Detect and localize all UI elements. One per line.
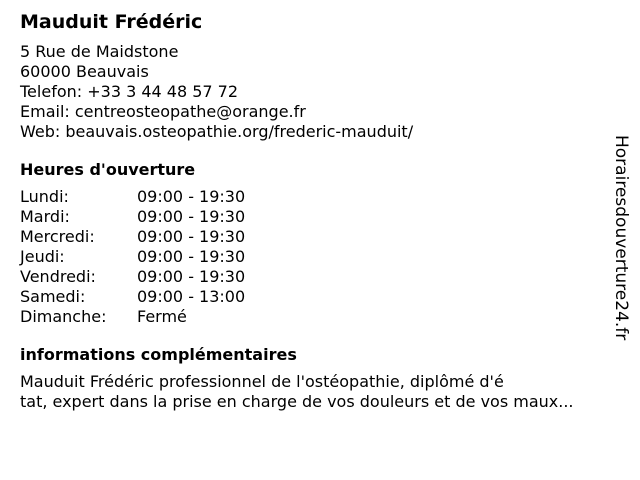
- day-label: Dimanche:: [20, 307, 107, 326]
- time-range: 09:00 - 19:30: [137, 267, 246, 286]
- day-label: Vendredi:: [20, 267, 96, 286]
- business-name: Mauduit Frédéric: [20, 11, 203, 33]
- time-range: 09:00 - 13:00: [137, 287, 246, 306]
- hours-row-vendredi: [20, 267, 616, 287]
- business-card: [20, 10, 616, 412]
- time-range: Fermé: [137, 307, 187, 326]
- phone-text: Telefon: +33 3 44 48 57 72: [20, 82, 239, 101]
- time-range: 09:00 - 19:30: [137, 207, 246, 226]
- day-label: Mardi:: [20, 207, 70, 226]
- address-street: 5 Rue de Maidstone: [20, 42, 179, 61]
- hours-heading: Heures d'ouverture: [20, 160, 196, 179]
- time-range: 09:00 - 19:30: [137, 247, 246, 266]
- hours-row-lundi: [20, 187, 616, 207]
- info-description: [20, 372, 630, 412]
- address-city: 60000 Beauvais: [20, 62, 149, 81]
- web-text: Web: beauvais.osteopathie.org/frederic-mauduit/: [20, 122, 414, 141]
- hours-row-samedi: [20, 287, 616, 307]
- day-label: Jeudi:: [20, 247, 65, 266]
- day-label: Samedi:: [20, 287, 86, 306]
- watermark-text: Horairesdouverture24.fr: [611, 135, 631, 341]
- info-text-line: Mauduit Frédéric professionnel de l'ostéopathie, diplômé d'é: [20, 372, 504, 391]
- hours-row-mardi: [20, 207, 616, 227]
- day-label: Mercredi:: [20, 227, 95, 246]
- time-range: 09:00 - 19:30: [137, 227, 246, 246]
- time-range: 09:00 - 19:30: [137, 187, 246, 206]
- info-heading: informations complémentaires: [20, 345, 297, 364]
- info-text-line: tat, expert dans la prise en charge de vos douleurs et de vos maux...: [20, 392, 574, 411]
- day-label: Lundi:: [20, 187, 69, 206]
- hours-row-mercredi: [20, 227, 616, 247]
- hours-row-jeudi: [20, 247, 616, 267]
- hours-row-dimanche: [20, 307, 616, 327]
- email-text: Email: centreosteopathe@orange.fr: [20, 102, 306, 121]
